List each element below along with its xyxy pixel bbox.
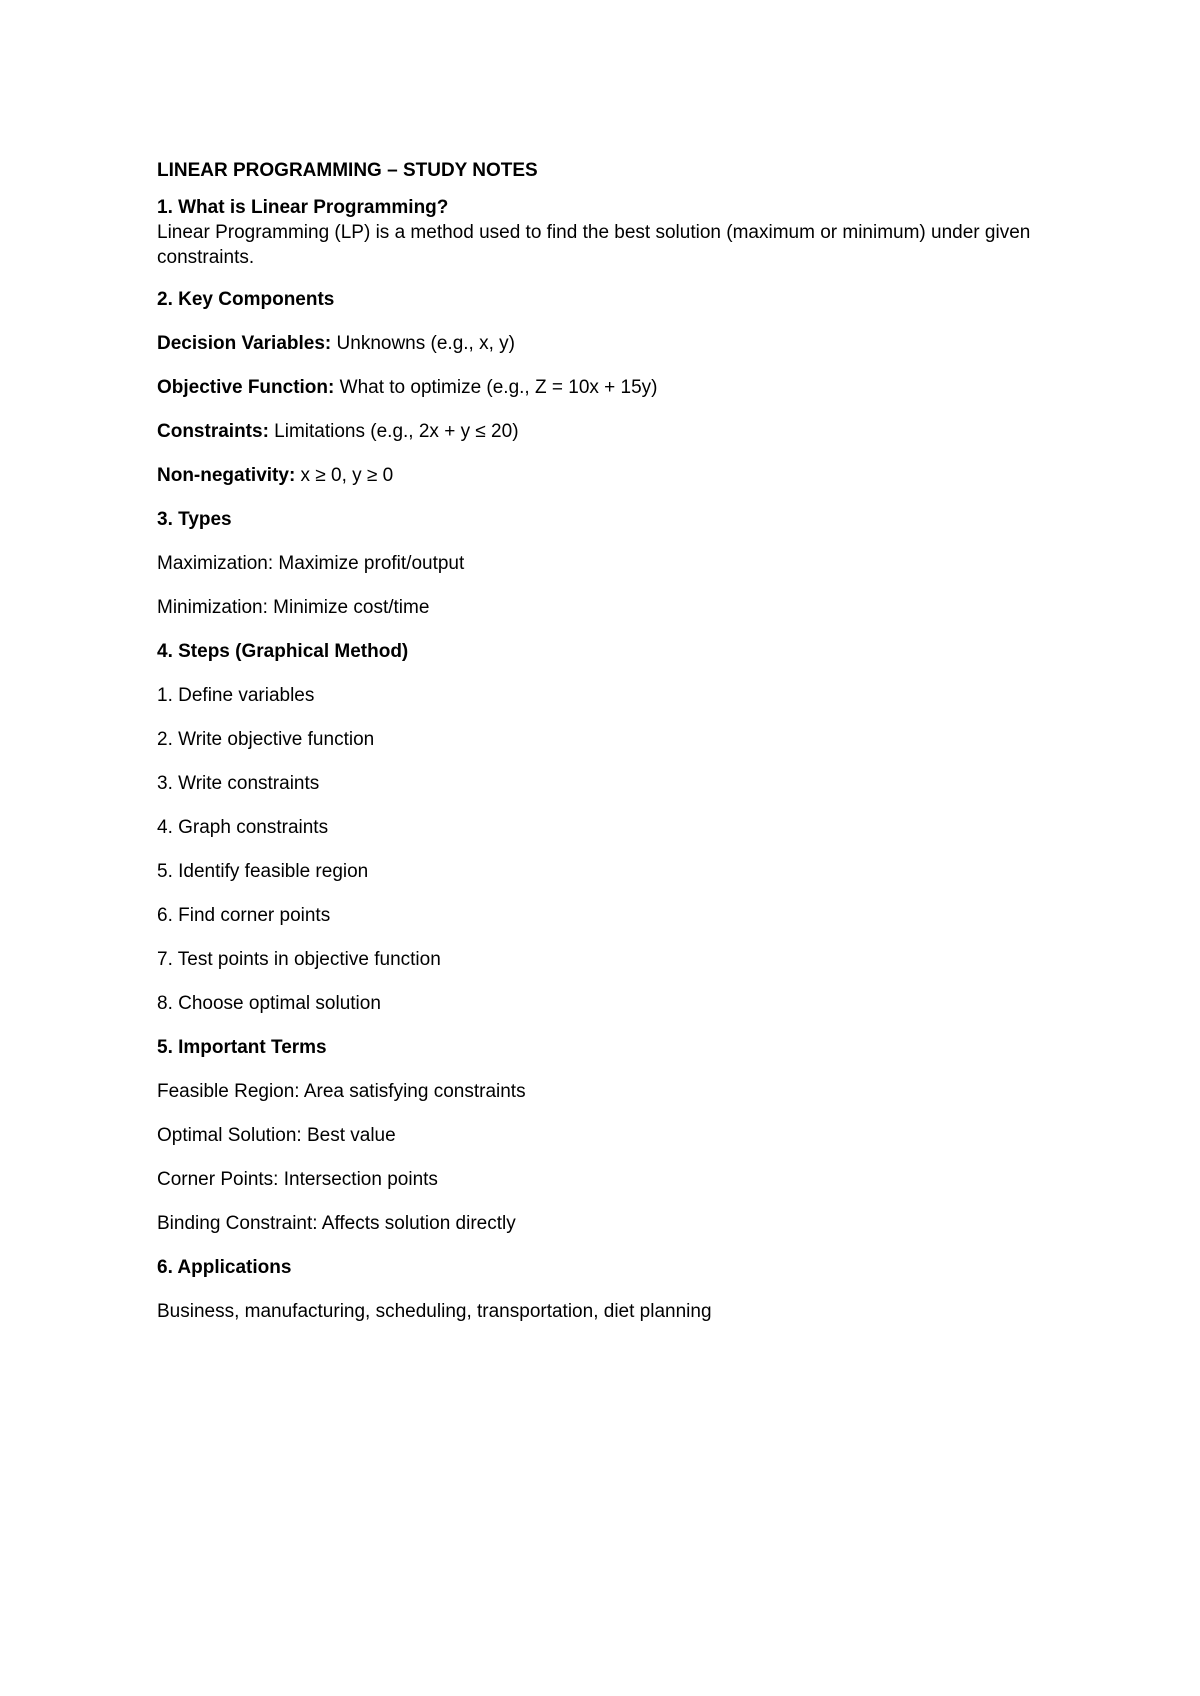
step-item: 1. Define variables: [157, 685, 315, 706]
section-heading-types: 3. Types: [157, 509, 232, 530]
step-item: 2. Write objective function: [157, 729, 375, 750]
section-heading-what-is-lp: 1. What is Linear Programming?: [157, 197, 449, 218]
component-desc: Limitations (e.g., 2x + y ≤ 20): [268, 421, 519, 442]
type-item: Minimization: Minimize cost/time: [157, 597, 430, 618]
section-heading-key-components: 2. Key Components: [157, 289, 335, 310]
component-term: Decision Variables:: [157, 333, 332, 354]
component-item: [157, 463, 1047, 488]
step-item: 4. Graph constraints: [157, 817, 329, 838]
component-desc: What to optimize (e.g., Z = 10x + 15y): [334, 377, 658, 398]
step-item: 6. Find corner points: [157, 905, 331, 926]
component-term: Non-negativity:: [157, 465, 296, 486]
section-heading-applications: 6. Applications: [157, 1257, 292, 1278]
component-item: [157, 331, 1047, 356]
component-item: [157, 419, 1047, 444]
document-title: LINEAR PROGRAMMING – STUDY NOTES: [157, 160, 538, 181]
step-item: 8. Choose optimal solution: [157, 993, 381, 1014]
step-item: 5. Identify feasible region: [157, 861, 369, 882]
section-heading-important-terms: 5. Important Terms: [157, 1037, 327, 1058]
type-item: Maximization: Maximize profit/output: [157, 553, 465, 574]
document-body: [157, 158, 1047, 1343]
section-paragraph-what-is-lp: Linear Programming (LP) is a method used to find the best solution (maximum or minimum) under given constraints.: [157, 222, 1031, 268]
component-item: [157, 375, 1047, 400]
component-term: Objective Function:: [157, 377, 335, 398]
applications-text: Business, manufacturing, scheduling, transportation, diet planning: [157, 1301, 712, 1322]
step-item: 3. Write constraints: [157, 773, 320, 794]
term-item: Corner Points: Intersection points: [157, 1169, 438, 1190]
section-heading-steps: 4. Steps (Graphical Method): [157, 641, 409, 662]
term-item: Feasible Region: Area satisfying constraints: [157, 1081, 526, 1102]
term-item: Optimal Solution: Best value: [157, 1125, 396, 1146]
component-term: Constraints:: [157, 421, 269, 442]
term-item: Binding Constraint: Affects solution directly: [157, 1213, 516, 1234]
component-desc: Unknowns (e.g., x, y): [331, 333, 515, 354]
step-item: 7. Test points in objective function: [157, 949, 441, 970]
component-desc: x ≥ 0, y ≥ 0: [295, 465, 394, 486]
